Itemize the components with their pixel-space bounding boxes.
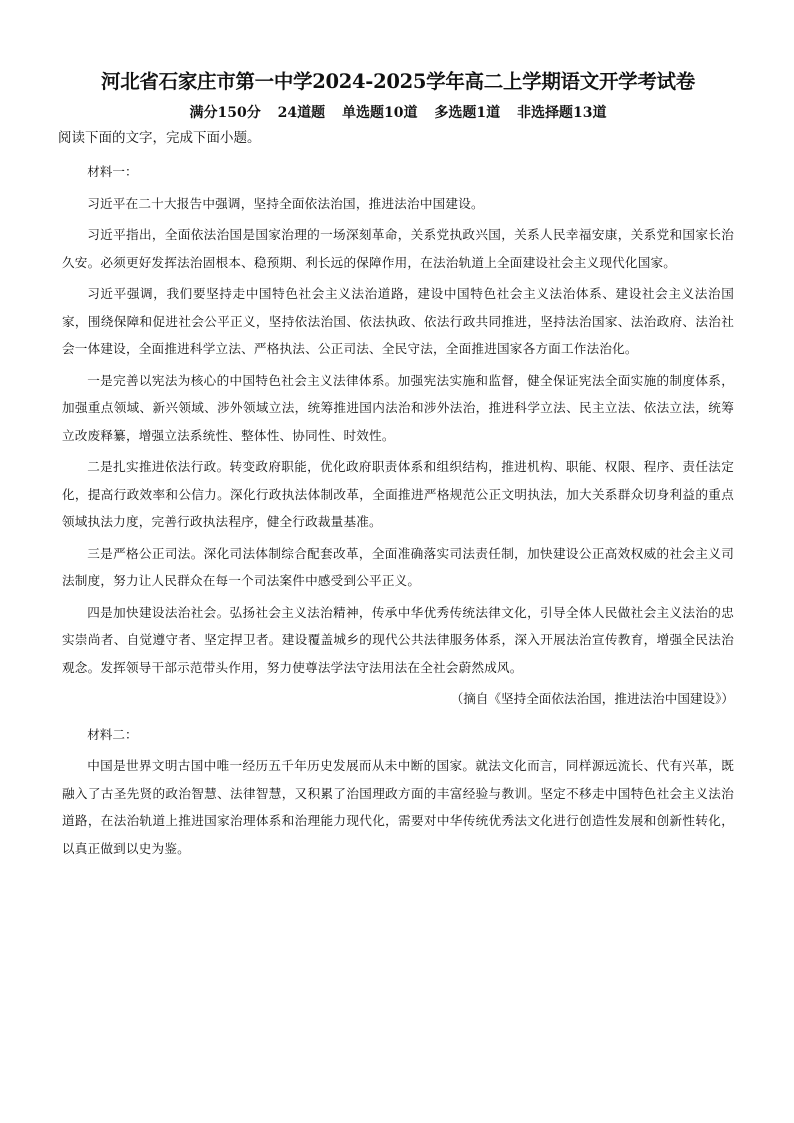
material-one-paragraph: 习近平在二十大报告中强调，坚持全面依法治国，推进法治中国建设。	[87, 195, 484, 211]
page-title: 河北省石家庄市第一中学2024-2025学年高二上学期语文开学考试卷	[101, 70, 695, 93]
material-one-paragraph: 二是扎实推进依法行政。转变政府职能，优化政府职责体系和组织结构，推进机构、职能、权限、程序、责任法定化，提高行政效率和公信力。深化行政执法体制改革，全面推进严格规范公正文明执法，加大关系群众切身利益的重点领域执法力度，完善行政执法程序，健全行政裁量基准。	[62, 459, 734, 529]
meta-single-choice: 单选题10道	[342, 105, 418, 121]
material-one-paragraph: 四是加快建设法治社会。弘扬社会主义法治精神，传承中华优秀传统法律文化，引导全体人民做社会主义法治的忠实崇尚者、自觉遵守者、坚定捍卫者。建设覆盖城乡的现代公共法律服务体系，深入开展法治宣传教育，增强全民法治观念。发挥领导干部示范带头作用，努力使尊法学法守法用法在全社会蔚然成风。	[62, 604, 734, 675]
material-one-paragraph: 三是严格公正司法。深化司法体制综合配套改革，全面准确落实司法责任制，加快建设公正高效权威的社会主义司法制度，努力让人民群众在每一个司法案件中感受到公平正义。	[62, 545, 734, 588]
meta-question-count: 24道题	[277, 105, 326, 121]
material-two-paragraph: 中国是世界文明古国中唯一经历五千年历史发展而从未中断的国家。就法文化而言，同样源远流长、代有兴革，既融入了古圣先贤的政治智慧、法律智慧，又积累了治国理政方面的丰富经验与教训。坚定不移走中国特色社会主义法治道路，在法治轨道上推进国家治理体系和治理能力现代化，需要对中华传统优秀法文化进行创造性发展和创新性转化，以真正做到以史为鉴。	[62, 758, 734, 856]
meta-score: 满分150分	[189, 105, 261, 121]
reading-instruction: 阅读下面的文字，完成下面小题。	[58, 130, 261, 146]
material-one-source: （摘自《坚持全面依法治国，推进法治中国建设》）	[450, 691, 734, 706]
material-two-label: 材料二：	[87, 726, 138, 742]
exam-meta	[62, 102, 734, 124]
material-one-paragraph: 习近平指出，全面依法治国是国家治理的一场深刻革命，关系党执政兴国，关系人民幸福安康，关系党和国家长治久安。必须更好发挥法治固根本、稳预期、利长远的保障作用，在法治轨道上全面建设社会主义现代化国家。	[62, 227, 734, 270]
material-one-paragraph: 习近平强调，我们要坚持走中国特色社会主义法治道路，建设中国特色社会主义法治体系、建设社会主义法治国家，围绕保障和促进社会公平正义，坚持依法治国、依法执政、依法行政共同推进，坚持法治国家、法治政府、法治社会一体建设，全面推进科学立法、严格执法、公正司法、全民守法，全面推进国家各方面工作法治化。	[62, 286, 734, 356]
material-one-label: 材料一：	[87, 164, 138, 179]
meta-non-choice: 非选择题13道	[516, 105, 607, 121]
material-one-paragraph: 一是完善以宪法为核心的中国特色社会主义法律体系。加强宪法实施和监督，健全保证宪法全面实施的制度体系，加强重点领域、新兴领域、涉外领域立法，统筹推进国内法治和涉外法治，推进科学立法、民主立法、依法立法，统筹立改废释纂，增强立法系统性、整体性、协同性、时效性。	[62, 372, 734, 443]
meta-multi-choice: 多选题1道	[434, 105, 501, 121]
